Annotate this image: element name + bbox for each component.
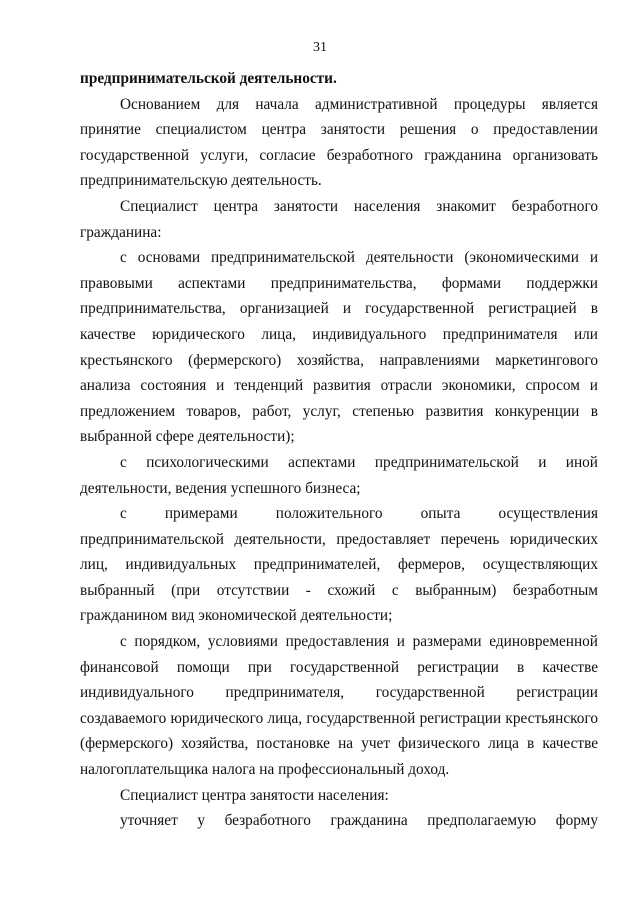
paragraph-examples: с примерами положительного опыта осуществления предпринимательской деятельности, предоставляет перечень юридических лиц, индивидуальных предпринимателей, фермеров, осуществляющих выбранный (при отсутствии - схожий с выбранным) безработным гражданином вид экономической деятельности; [80,505,598,625]
paragraph-financial-aid: с порядком, условиями предоставления и размерами единовременной финансовой помощи при государственной регистрации в качестве индивидуального предпринимателя, государственной регистрации создаваемого юридического лица, государственной регистрации крестьянского (фермерского) хозяйства, постановке на учет физического лица в качестве налогоплательщика налога на профессиональный доход. [80,633,598,779]
paragraph-basics: с основами предпринимательской деятельности (экономическими и правовыми аспектами предпринимательства, формами поддержки предпринимательства, организацией и государственной регистрацией в качестве юридического лица, индивидуального предпринимателя или крестьянского (фермерского) хозяйства, направлениями маркетингового анализа состояния и тенденций развития отрасли экономики, спросом и предложением товаров, работ, услуг, степенью развития конкуренции в выбранной сфере деятельности); [80,249,598,446]
paragraph-basis: Основанием для начала административной процедуры является принятие специалистом центра занятости решения о предоставлении государственной услуги, согласие безработного гражданина организовать предпринимательскую деятельность. [80,95,598,190]
paragraph-psychology: с психологическими аспектами предпринимательской и иной деятельности, ведения успешного бизнеса; [80,453,598,497]
paragraph-specialist-intro: Специалист центра занятости населения знакомит безработного гражданина: [80,197,598,241]
paragraph-heading-continuation: предпринимательской деятельности. [80,70,337,87]
paragraph-specialist-tasks: Специалист центра занятости населения: [120,786,389,804]
document-body [80,66,598,834]
page-number: 31 [313,40,327,55]
paragraph-clarifies: уточняет у безработного гражданина предполагаемую форму [120,812,598,830]
